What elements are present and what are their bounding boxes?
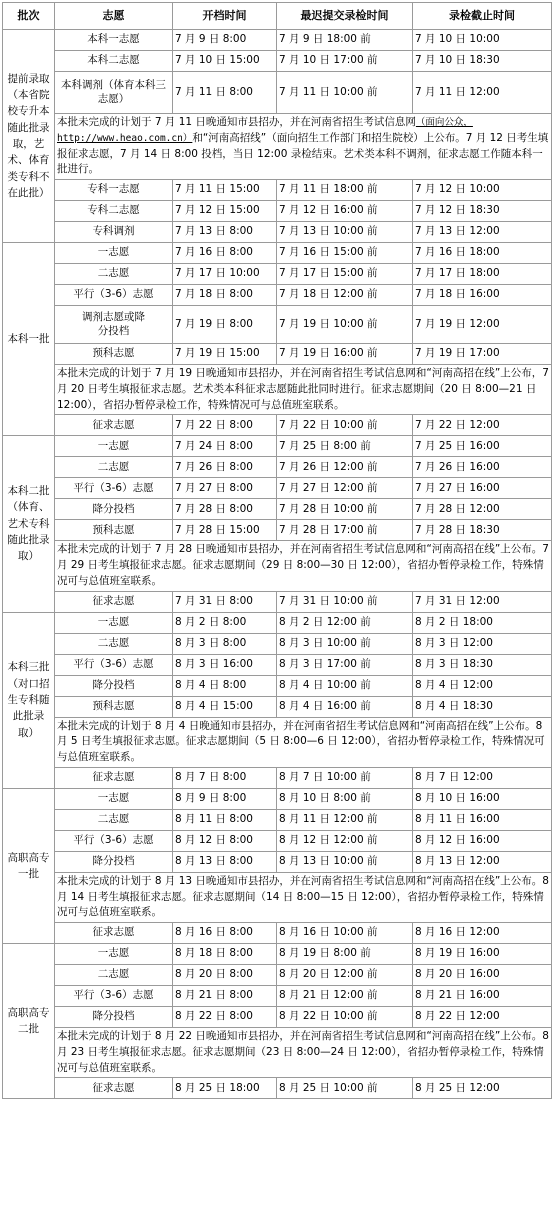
table-row bbox=[3, 306, 552, 344]
batch-cell: 提前录取（本省院校专升本随此批录取，艺术、体育类专科不在此批） bbox=[3, 30, 55, 243]
open-time-cell: 8 月 20 日 8:00 bbox=[173, 965, 277, 986]
table-row bbox=[3, 478, 552, 499]
volunteer-cell: 征求志愿 bbox=[55, 591, 173, 612]
review-deadline-cell: 7 月 27 日 16:00 bbox=[413, 478, 552, 499]
table-row bbox=[3, 923, 552, 944]
open-time-cell: 8 月 22 日 8:00 bbox=[173, 1007, 277, 1028]
submit-deadline-cell: 7 月 28 日 10:00 前 bbox=[277, 499, 413, 520]
submit-deadline-cell: 8 月 16 日 10:00 前 bbox=[277, 923, 413, 944]
header-row bbox=[3, 3, 552, 30]
review-deadline-cell: 8 月 4 日 18:30 bbox=[413, 696, 552, 717]
open-time-cell: 8 月 4 日 8:00 bbox=[173, 675, 277, 696]
submit-deadline-cell: 8 月 3 日 17:00 前 bbox=[277, 654, 413, 675]
table-row bbox=[3, 264, 552, 285]
review-deadline-cell: 7 月 26 日 16:00 bbox=[413, 457, 552, 478]
table-row bbox=[3, 222, 552, 243]
review-deadline-cell: 7 月 19 日 17:00 bbox=[413, 344, 552, 365]
volunteer-cell: 降分投档 bbox=[55, 1007, 173, 1028]
header-volunteer: 志愿 bbox=[55, 3, 173, 30]
volunteer-cell: 征求志愿 bbox=[55, 923, 173, 944]
volunteer-cell: 降分投档 bbox=[55, 499, 173, 520]
review-deadline-cell: 8 月 12 日 16:00 bbox=[413, 830, 552, 851]
submit-deadline-cell: 7 月 31 日 10:00 前 bbox=[277, 591, 413, 612]
table-row bbox=[3, 520, 552, 541]
note-cell: 本批未完成的计划于 7 月 28 日晚通知市县招办，并在河南省招生考试信息网和“河南高招在线”上公布。7 月 29 日考生填报征求志愿。征求志愿期间（29 日 8:00—30 日 12:00），省招办暂停录检工作，特殊情况可与总值班室联系。 bbox=[55, 541, 552, 591]
submit-deadline-cell: 7 月 27 日 12:00 前 bbox=[277, 478, 413, 499]
review-deadline-cell: 7 月 22 日 12:00 bbox=[413, 415, 552, 436]
header-review-deadline: 录检截止时间 bbox=[413, 3, 552, 30]
submit-deadline-cell: 8 月 22 日 10:00 前 bbox=[277, 1007, 413, 1028]
table-row bbox=[3, 72, 552, 114]
submit-deadline-cell: 8 月 12 日 12:00 前 bbox=[277, 830, 413, 851]
volunteer-cell: 调剂志愿或降分投档 bbox=[55, 306, 173, 344]
table-row bbox=[3, 767, 552, 788]
submit-deadline-cell: 8 月 11 日 12:00 前 bbox=[277, 809, 413, 830]
table-row bbox=[3, 788, 552, 809]
volunteer-cell: 预科志愿 bbox=[55, 520, 173, 541]
submit-deadline-cell: 8 月 19 日 8:00 前 bbox=[277, 944, 413, 965]
table-row bbox=[3, 612, 552, 633]
volunteer-cell: 二志愿 bbox=[55, 264, 173, 285]
table-row bbox=[3, 944, 552, 965]
volunteer-cell: 二志愿 bbox=[55, 809, 173, 830]
submit-deadline-cell: 7 月 19 日 10:00 前 bbox=[277, 306, 413, 344]
website-link[interactable]: （面向公众，http://www.heao.com.cn） bbox=[57, 117, 473, 144]
submit-deadline-cell: 7 月 22 日 10:00 前 bbox=[277, 415, 413, 436]
volunteer-cell: 降分投档 bbox=[55, 851, 173, 872]
open-time-cell: 7 月 28 日 15:00 bbox=[173, 520, 277, 541]
review-deadline-cell: 7 月 10 日 10:00 bbox=[413, 30, 552, 51]
batch-cell: 高职高专一批 bbox=[3, 788, 55, 943]
submit-deadline-cell: 8 月 20 日 12:00 前 bbox=[277, 965, 413, 986]
batch-cell: 本科三批（对口招生专科随此批录取） bbox=[3, 612, 55, 788]
submit-deadline-cell: 8 月 2 日 12:00 前 bbox=[277, 612, 413, 633]
volunteer-cell: 本科调剂（体育本科三志愿） bbox=[55, 72, 173, 114]
volunteer-cell: 平行（3-6）志愿 bbox=[55, 478, 173, 499]
volunteer-cell: 降分投档 bbox=[55, 675, 173, 696]
table-row bbox=[3, 436, 552, 457]
batch-cell: 高职高专二批 bbox=[3, 944, 55, 1099]
note-row bbox=[3, 872, 552, 922]
submit-deadline-cell: 8 月 3 日 10:00 前 bbox=[277, 633, 413, 654]
submit-deadline-cell: 7 月 11 日 18:00 前 bbox=[277, 180, 413, 201]
review-deadline-cell: 8 月 4 日 12:00 bbox=[413, 675, 552, 696]
open-time-cell: 8 月 2 日 8:00 bbox=[173, 612, 277, 633]
volunteer-cell: 本科二志愿 bbox=[55, 51, 173, 72]
open-time-cell: 7 月 19 日 8:00 bbox=[173, 306, 277, 344]
volunteer-cell: 一志愿 bbox=[55, 436, 173, 457]
table-row bbox=[3, 809, 552, 830]
review-deadline-cell: 8 月 10 日 16:00 bbox=[413, 788, 552, 809]
open-time-cell: 8 月 12 日 8:00 bbox=[173, 830, 277, 851]
table-row bbox=[3, 344, 552, 365]
submit-deadline-cell: 8 月 4 日 16:00 前 bbox=[277, 696, 413, 717]
admission-schedule-table bbox=[2, 2, 552, 1099]
table-row bbox=[3, 285, 552, 306]
table-row bbox=[3, 30, 552, 51]
table-row bbox=[3, 499, 552, 520]
table-row bbox=[3, 1007, 552, 1028]
table-row bbox=[3, 415, 552, 436]
submit-deadline-cell: 7 月 17 日 15:00 前 bbox=[277, 264, 413, 285]
open-time-cell: 7 月 12 日 15:00 bbox=[173, 201, 277, 222]
submit-deadline-cell: 7 月 9 日 18:00 前 bbox=[277, 30, 413, 51]
table-row bbox=[3, 675, 552, 696]
header-open-time: 开档时间 bbox=[173, 3, 277, 30]
open-time-cell: 8 月 11 日 8:00 bbox=[173, 809, 277, 830]
table-row bbox=[3, 201, 552, 222]
review-deadline-cell: 7 月 17 日 18:00 bbox=[413, 264, 552, 285]
submit-deadline-cell: 8 月 4 日 10:00 前 bbox=[277, 675, 413, 696]
open-time-cell: 7 月 24 日 8:00 bbox=[173, 436, 277, 457]
volunteer-cell: 预科志愿 bbox=[55, 696, 173, 717]
open-time-cell: 7 月 11 日 8:00 bbox=[173, 72, 277, 114]
review-deadline-cell: 7 月 28 日 12:00 bbox=[413, 499, 552, 520]
note-text-a: 本批未完成的计划于 7 月 11 日晚通知市县招办，并在河南省招生考试信息网 bbox=[57, 116, 416, 128]
header-batch: 批次 bbox=[3, 3, 55, 30]
submit-deadline-cell: 7 月 28 日 17:00 前 bbox=[277, 520, 413, 541]
volunteer-cell: 预科志愿 bbox=[55, 344, 173, 365]
open-time-cell: 7 月 17 日 10:00 bbox=[173, 264, 277, 285]
open-time-cell: 8 月 9 日 8:00 bbox=[173, 788, 277, 809]
open-time-cell: 7 月 13 日 8:00 bbox=[173, 222, 277, 243]
open-time-cell: 7 月 31 日 8:00 bbox=[173, 591, 277, 612]
submit-deadline-cell: 7 月 26 日 12:00 前 bbox=[277, 457, 413, 478]
review-deadline-cell: 8 月 22 日 12:00 bbox=[413, 1007, 552, 1028]
table-row bbox=[3, 986, 552, 1007]
volunteer-cell: 征求志愿 bbox=[55, 767, 173, 788]
note-row bbox=[3, 717, 552, 767]
review-deadline-cell: 7 月 11 日 12:00 bbox=[413, 72, 552, 114]
open-time-cell: 8 月 4 日 15:00 bbox=[173, 696, 277, 717]
review-deadline-cell: 7 月 28 日 18:30 bbox=[413, 520, 552, 541]
open-time-cell: 7 月 16 日 8:00 bbox=[173, 243, 277, 264]
review-deadline-cell: 8 月 16 日 12:00 bbox=[413, 923, 552, 944]
table-row bbox=[3, 180, 552, 201]
review-deadline-cell: 7 月 18 日 16:00 bbox=[413, 285, 552, 306]
table-row bbox=[3, 51, 552, 72]
volunteer-cell: 专科一志愿 bbox=[55, 180, 173, 201]
note-cell: 本批未完成的计划于 8 月 13 日晚通知市县招办，并在河南省招生考试信息网和“河南高招在线”上公布。8 月 14 日考生填报征求志愿。征求志愿期间（14 日 8:00—15 日 12:00），省招办暂停录检工作，特殊情况可与总值班室联系。 bbox=[55, 872, 552, 922]
review-deadline-cell: 8 月 2 日 18:00 bbox=[413, 612, 552, 633]
review-deadline-cell: 7 月 31 日 12:00 bbox=[413, 591, 552, 612]
open-time-cell: 8 月 3 日 16:00 bbox=[173, 654, 277, 675]
review-deadline-cell: 7 月 12 日 18:30 bbox=[413, 201, 552, 222]
submit-deadline-cell: 7 月 13 日 10:00 前 bbox=[277, 222, 413, 243]
review-deadline-cell: 8 月 20 日 16:00 bbox=[413, 965, 552, 986]
table-row bbox=[3, 654, 552, 675]
review-deadline-cell: 8 月 19 日 16:00 bbox=[413, 944, 552, 965]
open-time-cell: 7 月 22 日 8:00 bbox=[173, 415, 277, 436]
volunteer-cell: 专科二志愿 bbox=[55, 201, 173, 222]
open-time-cell: 8 月 25 日 18:00 bbox=[173, 1078, 277, 1099]
review-deadline-cell: 8 月 13 日 12:00 bbox=[413, 851, 552, 872]
open-time-cell: 7 月 9 日 8:00 bbox=[173, 30, 277, 51]
submit-deadline-cell: 7 月 25 日 8:00 前 bbox=[277, 436, 413, 457]
review-deadline-cell: 8 月 7 日 12:00 bbox=[413, 767, 552, 788]
table-row bbox=[3, 633, 552, 654]
open-time-cell: 7 月 19 日 15:00 bbox=[173, 344, 277, 365]
volunteer-cell: 二志愿 bbox=[55, 457, 173, 478]
note-cell bbox=[55, 114, 552, 180]
review-deadline-cell: 8 月 25 日 12:00 bbox=[413, 1078, 552, 1099]
review-deadline-cell: 8 月 11 日 16:00 bbox=[413, 809, 552, 830]
submit-deadline-cell: 8 月 13 日 10:00 前 bbox=[277, 851, 413, 872]
open-time-cell: 8 月 7 日 8:00 bbox=[173, 767, 277, 788]
note-row bbox=[3, 365, 552, 415]
table-row bbox=[3, 965, 552, 986]
open-time-cell: 8 月 13 日 8:00 bbox=[173, 851, 277, 872]
open-time-cell: 7 月 18 日 8:00 bbox=[173, 285, 277, 306]
review-deadline-cell: 7 月 16 日 18:00 bbox=[413, 243, 552, 264]
volunteer-cell: 平行（3-6）志愿 bbox=[55, 285, 173, 306]
open-time-cell: 8 月 21 日 8:00 bbox=[173, 986, 277, 1007]
volunteer-cell: 平行（3-6）志愿 bbox=[55, 654, 173, 675]
table-row bbox=[3, 696, 552, 717]
open-time-cell: 8 月 18 日 8:00 bbox=[173, 944, 277, 965]
note-cell: 本批未完成的计划于 8 月 22 日晚通知市县招办，并在河南省招生考试信息网和“河南高招在线”上公布。8 月 23 日考生填报征求志愿。征求志愿期间（23 日 8:00—24 日 12:00），省招办暂停录检工作，特殊情况可与总值班室联系。 bbox=[55, 1028, 552, 1078]
table-row bbox=[3, 851, 552, 872]
submit-deadline-cell: 7 月 12 日 16:00 前 bbox=[277, 201, 413, 222]
submit-deadline-cell: 7 月 18 日 12:00 前 bbox=[277, 285, 413, 306]
review-deadline-cell: 8 月 3 日 18:30 bbox=[413, 654, 552, 675]
volunteer-cell: 本科一志愿 bbox=[55, 30, 173, 51]
open-time-cell: 7 月 11 日 15:00 bbox=[173, 180, 277, 201]
review-deadline-cell: 7 月 25 日 16:00 bbox=[413, 436, 552, 457]
open-time-cell: 7 月 27 日 8:00 bbox=[173, 478, 277, 499]
submit-deadline-cell: 8 月 25 日 10:00 前 bbox=[277, 1078, 413, 1099]
table-row bbox=[3, 591, 552, 612]
open-time-cell: 7 月 26 日 8:00 bbox=[173, 457, 277, 478]
volunteer-cell: 征求志愿 bbox=[55, 415, 173, 436]
volunteer-cell: 一志愿 bbox=[55, 243, 173, 264]
table-row bbox=[3, 1078, 552, 1099]
volunteer-cell: 二志愿 bbox=[55, 965, 173, 986]
submit-deadline-cell: 7 月 11 日 10:00 前 bbox=[277, 72, 413, 114]
volunteer-cell: 二志愿 bbox=[55, 633, 173, 654]
open-time-cell: 7 月 28 日 8:00 bbox=[173, 499, 277, 520]
volunteer-cell: 一志愿 bbox=[55, 612, 173, 633]
batch-cell: 本科一批 bbox=[3, 243, 55, 436]
open-time-cell: 8 月 3 日 8:00 bbox=[173, 633, 277, 654]
submit-deadline-cell: 8 月 21 日 12:00 前 bbox=[277, 986, 413, 1007]
review-deadline-cell: 7 月 10 日 18:30 bbox=[413, 51, 552, 72]
volunteer-cell: 专科调剂 bbox=[55, 222, 173, 243]
note-cell: 本批未完成的计划于 7 月 19 日晚通知市县招办，并在河南省招生考试信息网和“河南高招在线”上公布，7 月 20 日考生填报征求志愿。艺术类本科征求志愿随此批同时进行。征求志愿期间（20 日 8:00—21 日 12:00），省招办暂停录检工作，特殊情况可与总值班室联系。 bbox=[55, 365, 552, 415]
open-time-cell: 8 月 16 日 8:00 bbox=[173, 923, 277, 944]
header-submit-deadline: 最迟提交录检时间 bbox=[277, 3, 413, 30]
volunteer-cell: 一志愿 bbox=[55, 788, 173, 809]
volunteer-cell: 一志愿 bbox=[55, 944, 173, 965]
note-row bbox=[3, 541, 552, 591]
submit-deadline-cell: 8 月 10 日 8:00 前 bbox=[277, 788, 413, 809]
note-row bbox=[3, 1028, 552, 1078]
table-row bbox=[3, 830, 552, 851]
review-deadline-cell: 8 月 21 日 16:00 bbox=[413, 986, 552, 1007]
review-deadline-cell: 8 月 3 日 12:00 bbox=[413, 633, 552, 654]
submit-deadline-cell: 7 月 10 日 17:00 前 bbox=[277, 51, 413, 72]
review-deadline-cell: 7 月 13 日 12:00 bbox=[413, 222, 552, 243]
batch-cell: 本科二批（体育、艺术专科随此批录取） bbox=[3, 436, 55, 612]
note-text-c: 和“河南高招线”（面向招生工作部门和招生院校）上公布。7 月 12 日考生填报征求志愿，7 月 14 日 8:00 投档，当日 12:00 录检结束。艺术类本科不调剂，征求志愿工作随本科一批进行。 bbox=[57, 131, 549, 176]
review-deadline-cell: 7 月 12 日 10:00 bbox=[413, 180, 552, 201]
note-row bbox=[3, 114, 552, 180]
submit-deadline-cell: 7 月 19 日 16:00 前 bbox=[277, 344, 413, 365]
volunteer-cell: 平行（3-6）志愿 bbox=[55, 830, 173, 851]
table-row bbox=[3, 243, 552, 264]
submit-deadline-cell: 7 月 16 日 15:00 前 bbox=[277, 243, 413, 264]
table-row bbox=[3, 457, 552, 478]
note-cell: 本批未完成的计划于 8 月 4 日晚通知市县招办，并在河南省招生考试信息网和“河南高招在线”上公布。8 月 5 日考生填报征求志愿。征求志愿期间（5 日 8:00—6 日 12:00），省招办暂停录检工作，特殊情况可与总值班室联系。 bbox=[55, 717, 552, 767]
volunteer-cell: 征求志愿 bbox=[55, 1078, 173, 1099]
submit-deadline-cell: 8 月 7 日 10:00 前 bbox=[277, 767, 413, 788]
open-time-cell: 7 月 10 日 15:00 bbox=[173, 51, 277, 72]
volunteer-cell: 平行（3-6）志愿 bbox=[55, 986, 173, 1007]
review-deadline-cell: 7 月 19 日 12:00 bbox=[413, 306, 552, 344]
